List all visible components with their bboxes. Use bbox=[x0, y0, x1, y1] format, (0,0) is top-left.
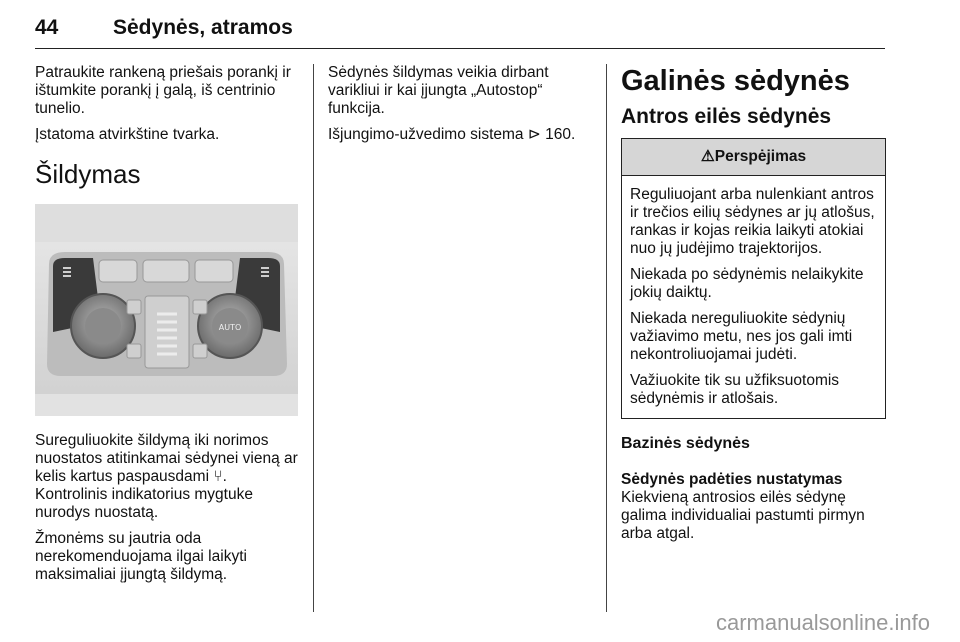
column-3 bbox=[621, 64, 886, 551]
heading-rear-seats: Galinės sėdynės bbox=[621, 65, 850, 97]
footer-watermark: carmanualsonline.info bbox=[715, 610, 930, 635]
warning-item: Reguliuojant arba nulenkiant antros ir trečios eilių sėdynes ar jų atlošus, rankas ir kojas reikia laikyti atokiai nuo jų judėjimo trajektorijos. bbox=[630, 186, 875, 257]
heading-second-row: Antros eilės sėdynės bbox=[621, 105, 832, 128]
heading-heating: Šildymas bbox=[35, 159, 141, 189]
page-header bbox=[35, 16, 885, 50]
column-divider bbox=[313, 64, 314, 612]
column-2 bbox=[328, 64, 596, 152]
paragraph: Patraukite rankeną priešais porankį ir ištumkite porankį į galą, iš centrinio tunelio. bbox=[35, 64, 291, 117]
paragraph: Sėdynės šildymas veikia dirbant varikliui ir kai įjungta „Autostop“ funkcija. bbox=[328, 64, 549, 117]
paragraph: Kiekvieną antrosios eilės sėdynę galima individualiai pastumti pirmyn arba atgal. bbox=[621, 489, 865, 542]
warning-item: Niekada nereguliuokite sėdynių važiavimo metu, nes jos gali imti nekontroliuojamai judėti. bbox=[630, 310, 853, 363]
warning-item: Niekada po sėdynėmis nelaikykite jokių daiktų. bbox=[630, 266, 864, 301]
warning-heading: ⚠Perspėjimas bbox=[622, 139, 885, 176]
knob-auto-label: AUTO bbox=[218, 323, 242, 332]
paragraph: Įstatoma atvirkštine tvarka. bbox=[35, 126, 220, 143]
section-title: Sėdynės, atramos bbox=[113, 16, 293, 39]
heading-basic-seats: Bazinės sėdynės bbox=[621, 435, 750, 452]
paragraph: Sureguliuokite šildymą iki norimos nuostatos atitinkamai sėdynei vieną ar kelis kartus paspausdami ⑂. Kontrolinis indikatorius mygtuke nurodys nuostatą. bbox=[35, 432, 298, 521]
column-1 bbox=[35, 64, 300, 592]
climate-panel-image bbox=[35, 204, 298, 416]
header-rule bbox=[35, 48, 885, 49]
page-number: 44 bbox=[35, 16, 59, 39]
heading-seat-position: Sėdynės padėties nustatymas bbox=[621, 471, 843, 488]
warning-box bbox=[621, 138, 886, 419]
cross-reference: Išjungimo-užvedimo sistema ⊳ 160. bbox=[328, 126, 576, 143]
warning-item: Važiuokite tik su užfiksuotomis sėdynėmis ir atlošais. bbox=[630, 372, 840, 407]
paragraph: Žmonėms su jautria oda nerekomenduojama ilgai laikyti maksimaliai įjungtą šildymą. bbox=[35, 530, 247, 583]
column-divider bbox=[606, 64, 607, 612]
